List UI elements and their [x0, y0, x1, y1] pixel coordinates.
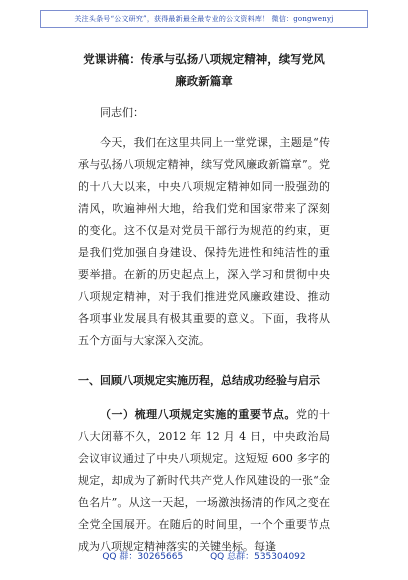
header-banner: 关注头条号“公文研究”，获得最新最全最专业的公文资料库！ 微信：gongwenyj: [40, 10, 368, 28]
footer-qq-main-group: QQ 总群：535304092: [210, 552, 306, 562]
greeting: 同志们：: [100, 106, 144, 119]
document-body: [78, 48, 330, 558]
document-title: 党课讲稿：传承与弘扬八项规定精神，续写党风廉政新篇章: [83, 52, 325, 88]
intro-paragraph: 今天，我们在这里共同上一堂党课，主题是“传承与弘扬八项规定精神，续写党风廉政新篇章”。党的十八大以来，中央八项规定精神如同一股强劲的清风，吹遍神州大地，给我们党和国家带来了深刻的变化。这不仅是对党员干部行为规范的约束，更是我们党加强自身建设、保持先进性和纯洁性的重要举措。在新的历史起点上，深入学习和贯彻中央八项规定精神，对于我们推进党风廉政建设、推动各项事业发展具有极其重要的意义。下面，我将从五个方面与大家深入交流。: [78, 136, 330, 347]
subsection-paragraph: [78, 404, 330, 558]
footer-qq-group: QQ 群：30265665: [102, 552, 184, 562]
section-heading: 一、回顾八项规定实施历程，总结成功经验与启示: [78, 374, 320, 387]
subsection-heading: （一）梳理八项规定实施的重要节点。: [100, 408, 296, 421]
footer: [0, 549, 408, 562]
subsection-text: 党的十八大闭幕不久，2012 年 12 月 4 日，中央政治局会议审议通过了中央八项规定。这短短 600 多字的规定，却成为了新时代共产党人作风建设的一张“金色名片”。从这一天起，一场激浊扬清的作风之变在全党全国展开。在随后的时间里，一个个重要节点成为八项规定精神落实的关键坐标。每逢: [78, 408, 331, 553]
